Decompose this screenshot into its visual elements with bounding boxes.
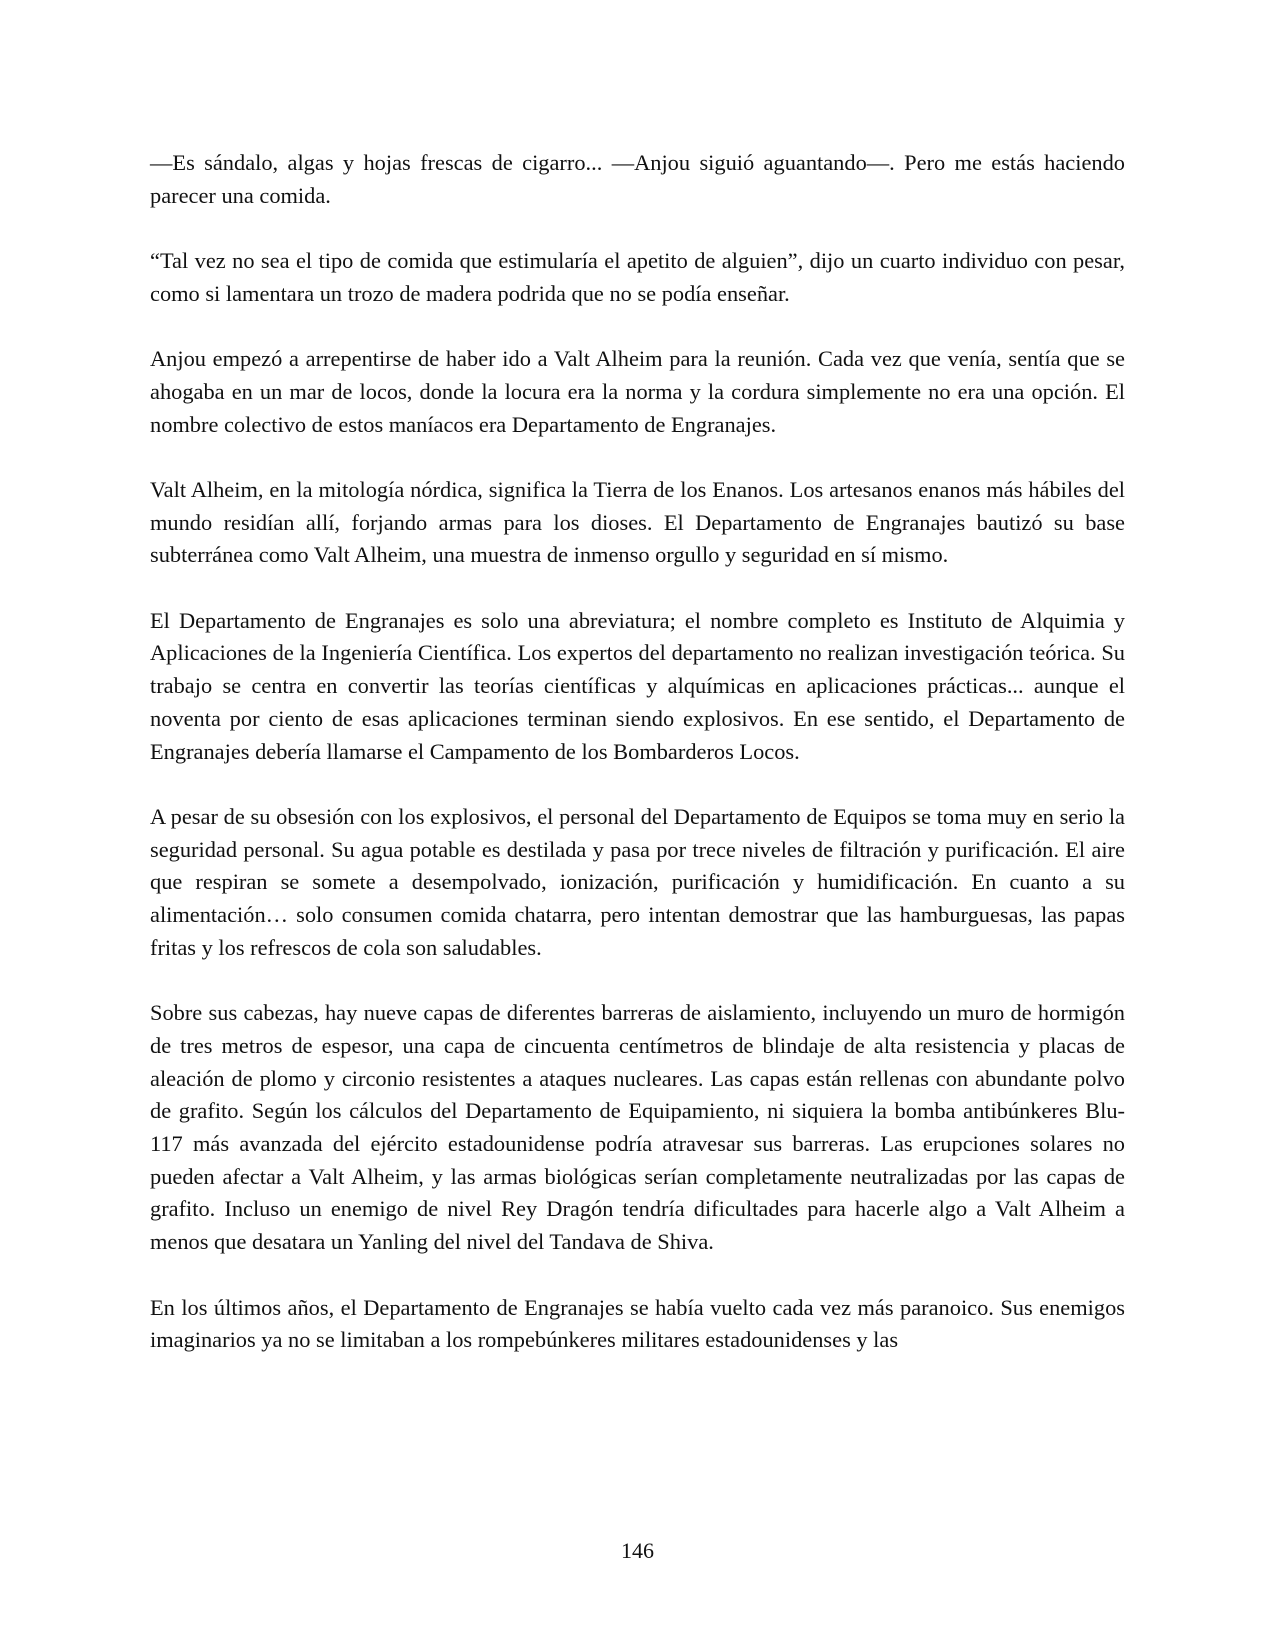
paragraph-6: A pesar de su obsesión con los explosivos, el personal del Departamento de Equipos se toma muy en serio la seguridad personal. Su agua potable es destilada y pasa por trece niveles de filtración y purificación. El aire que respiran se somete a desempolvado, ionización, purificación y humidificación. En cuanto a su alimentación… solo consumen comida chatarra, pero intentan demostrar que las hamburguesas, las papas fritas y los refrescos de cola son saludables. — [150, 803, 1125, 960]
paragraph-8: En los últimos años, el Departamento de Engranajes se había vuelto cada vez más paranoico. Sus enemigos imaginarios ya no se limitaban a los rompebúnkeres militares estadounidenses y las — [150, 1294, 1125, 1353]
paragraph-5: El Departamento de Engranajes es solo una abreviatura; el nombre completo es Instituto de Alquimia y Aplicaciones de la Ingeniería Científica. Los expertos del departamento no realizan investigación teórica. Su trabajo se centra en convertir las teorías científicas y alquímicas en aplicaciones prácticas... aunque el noventa por ciento de esas aplicaciones terminan siendo explosivos. En ese sentido, el Departamento de Engranajes debería llamarse el Campamento de los Bombarderos Locos. — [150, 607, 1125, 764]
body-text — [150, 147, 1125, 1390]
paragraph-3: Anjou empezó a arrepentirse de haber ido a Valt Alheim para la reunión. Cada vez que venía, sentía que se ahogaba en un mar de locos, donde la locura era la norma y la cordura simplemente no era una opción. El nombre colectivo de estos maníacos era Departamento de Engranajes. — [150, 346, 1125, 437]
paragraph-7: Sobre sus cabezas, hay nueve capas de diferentes barreras de aislamiento, incluyendo un muro de hormigón de tres metros de espesor, una capa de cincuenta centímetros de blindaje de alta resistencia y placas de aleación de plomo y circonio resistentes a ataques nucleares. Las capas están rellenas con abundante polvo de grafito. Según los cálculos del Departamento de Equipamiento, ni siquiera la bomba antibúnkeres Blu-117 más avanzada del ejército estadounidense podría atravesar sus barreras. Las erupciones solares no pueden afectar a Valt Alheim, y las armas biológicas serían completamente neutralizadas por las capas de grafito. Incluso un enemigo de nivel Rey Dragón tendría dificultades para hacerle algo a Valt Alheim a menos que desatara un Yanling del nivel del Tandava de Shiva. — [150, 1000, 1125, 1255]
paragraph-2: “Tal vez no sea el tipo de comida que estimularía el apetito de alguien”, dijo un cuarto individuo con pesar, como si lamentara un trozo de madera podrida que no se podía enseñar. — [150, 248, 1125, 306]
paragraph-1: —Es sándalo, algas y hojas frescas de cigarro... —Anjou siguió aguantando—. Pero me estás haciendo parecer una comida. — [150, 150, 1125, 208]
paragraph-4: Valt Alheim, en la mitología nórdica, significa la Tierra de los Enanos. Los artesanos enanos más hábiles del mundo residían allí, forjando armas para los dioses. El Departamento de Engranajes bautizó su base subterránea como Valt Alheim, una muestra de inmenso orgullo y seguridad en sí mismo. — [150, 476, 1125, 568]
page-number: 146 — [621, 1538, 654, 1563]
